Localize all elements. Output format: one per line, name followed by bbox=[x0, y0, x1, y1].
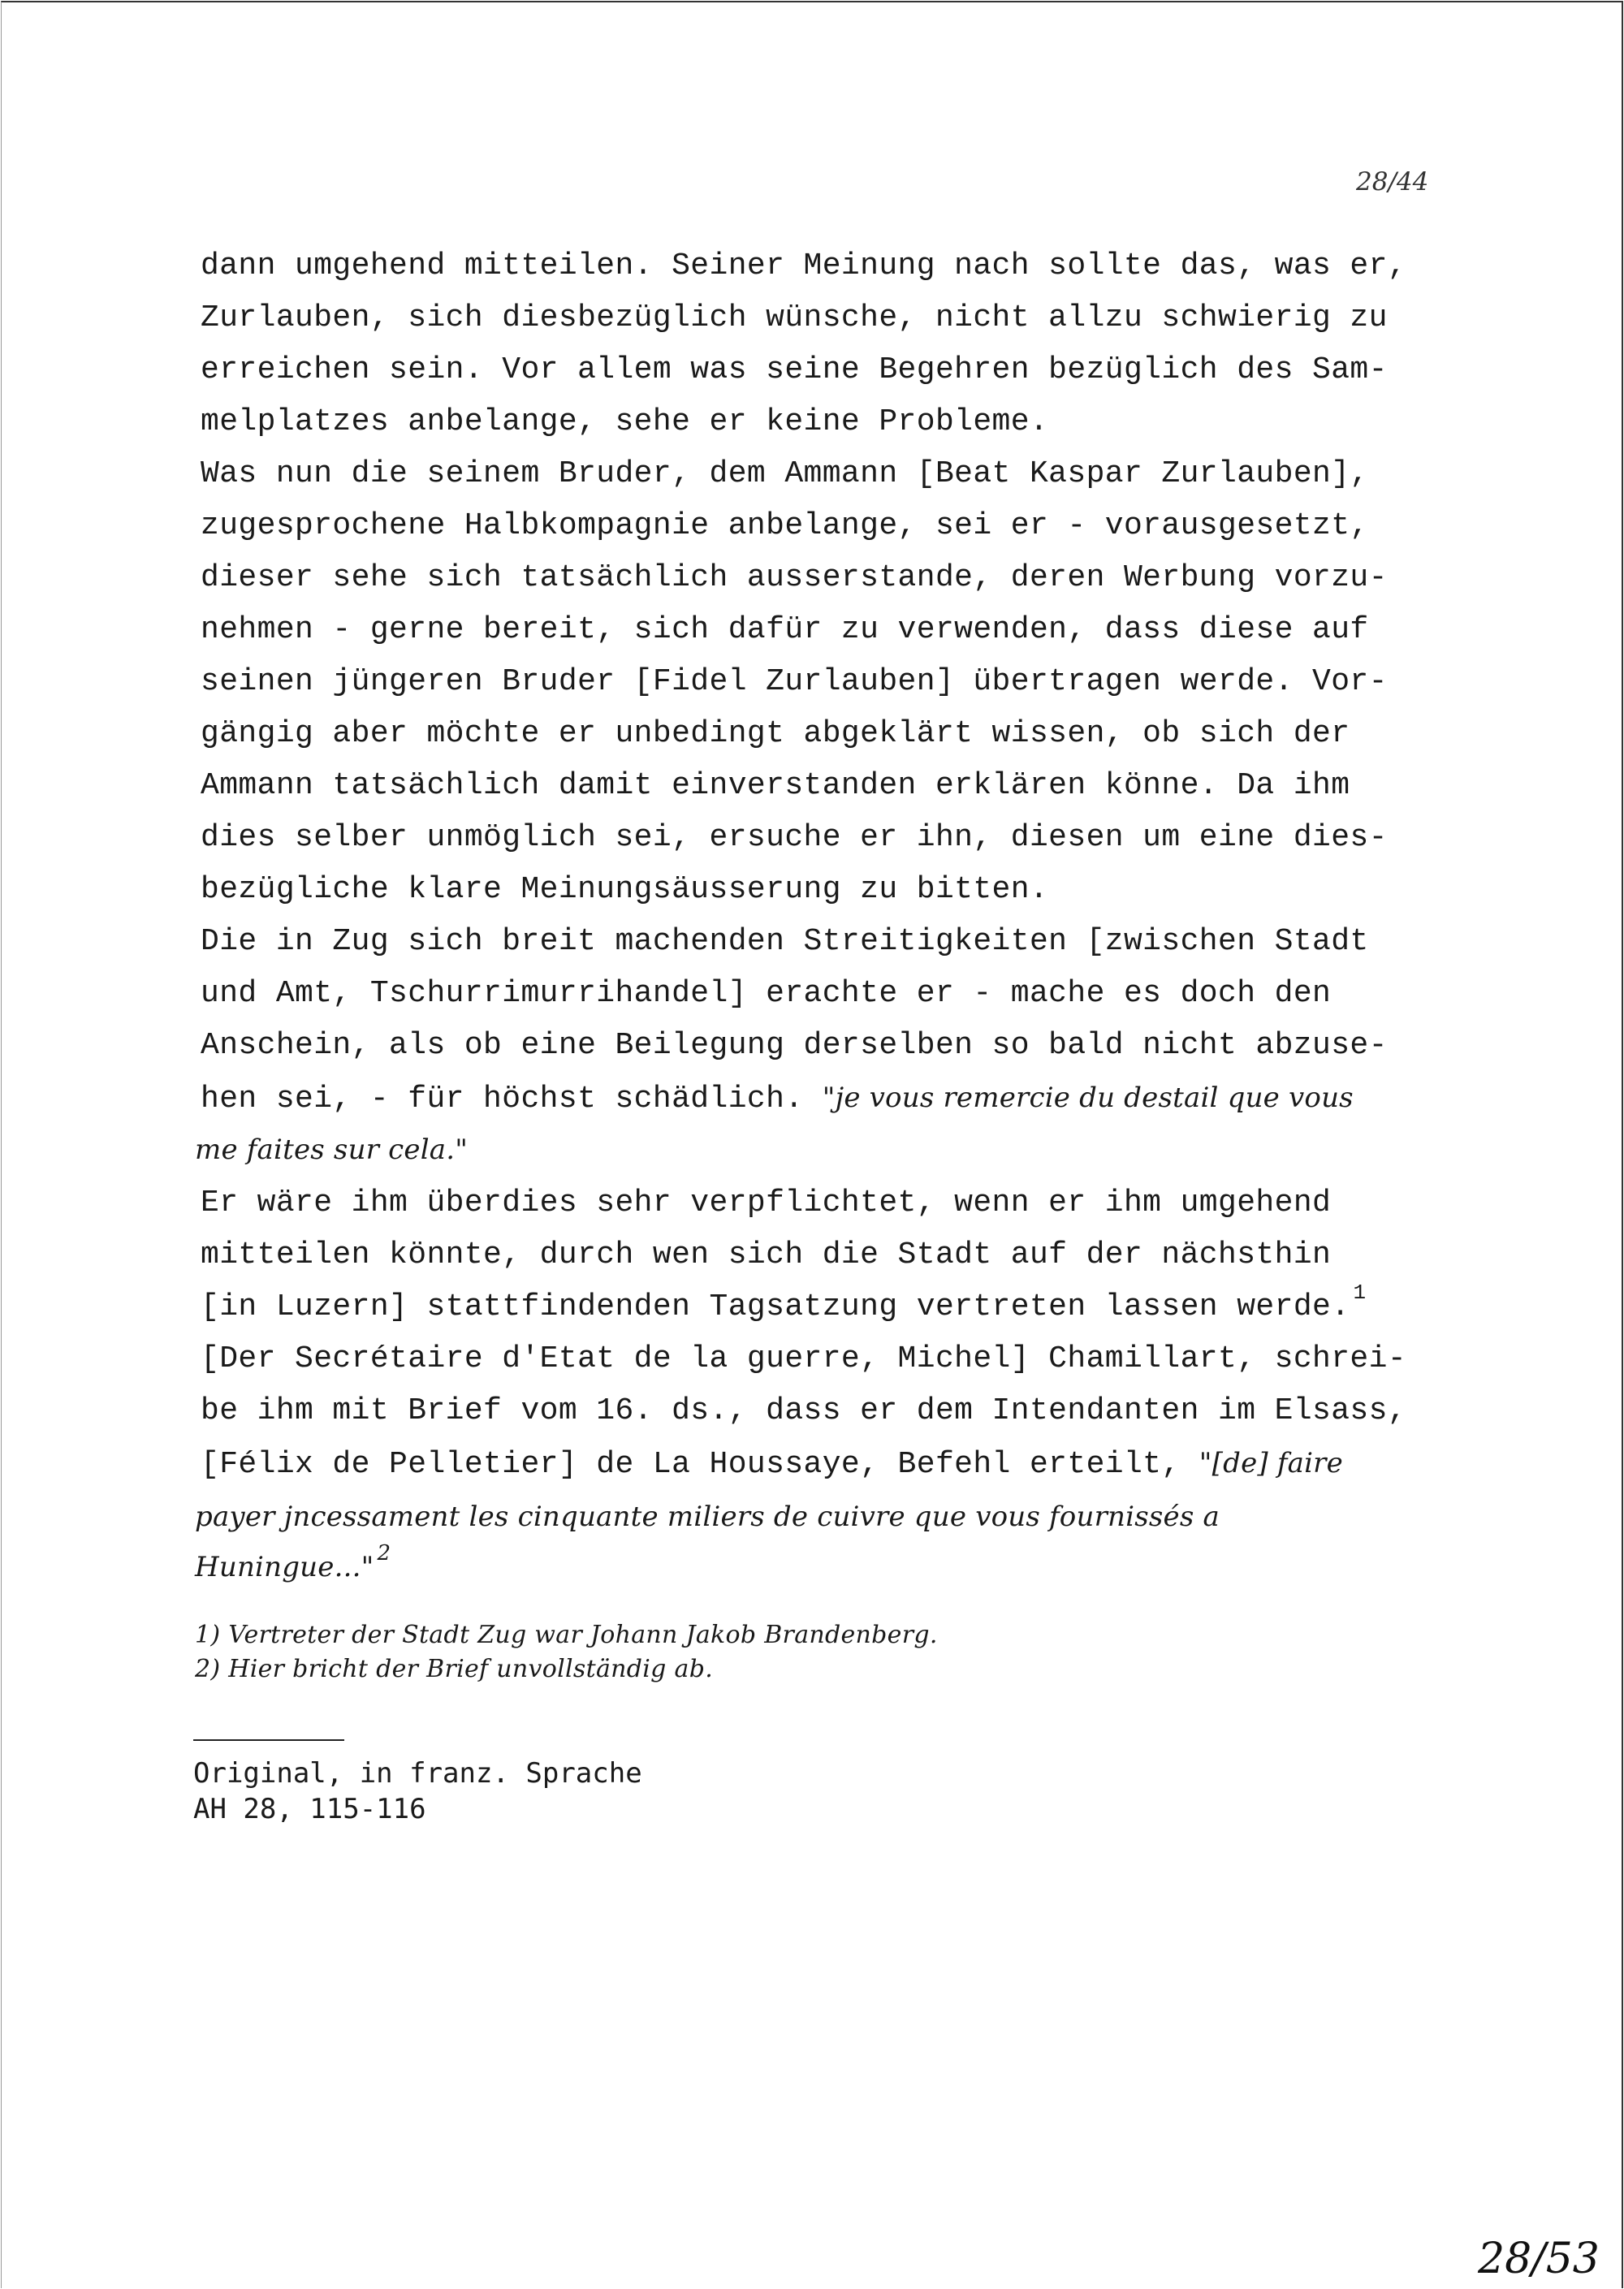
source-reference: AH 28, 115-116 bbox=[193, 1793, 426, 1825]
french-quote: payer jncessament les cinquante miliers de cuivre que vous fournissés a bbox=[195, 1501, 1220, 1533]
body-text: hen sei, - für höchst schädlich. bbox=[201, 1082, 823, 1116]
body-line: gängig aber möchte er unbedingt abgeklärt wissen, ob sich der bbox=[201, 716, 1350, 751]
body-line bbox=[201, 1281, 1367, 1327]
french-quote: me faites sur cela." bbox=[195, 1134, 469, 1166]
body-line: Ammann tatsächlich damit einverstanden erklären könne. Da ihm bbox=[201, 768, 1350, 803]
body-line: [Der Secrétaire d'Etat de la guerre, Michel] Chamillart, schrei- bbox=[201, 1341, 1407, 1376]
body-line: melplatzes anbelange, sehe er keine Probleme. bbox=[201, 404, 1049, 439]
body-line: bezügliche klare Meinungsäusserung zu bitten. bbox=[201, 872, 1049, 907]
footnote: 1) Vertreter der Stadt Zug war Johann Jakob Brandenberg. bbox=[195, 1621, 938, 1649]
body-line: Er wäre ihm überdies sehr verpflichtet, wenn er ihm umgehend bbox=[201, 1186, 1332, 1220]
body-text: [Félix de Pelletier] de La Houssaye, Befehl erteilt, bbox=[201, 1447, 1199, 1482]
body-line: und Amt, Tschurrimurrihandel] erachte er - mache es doch den bbox=[201, 976, 1332, 1011]
quote-text: Huningue..." bbox=[195, 1551, 374, 1583]
body-line: be ihm mit Brief vom 16. ds., dass er dem Intendanten im Elsass, bbox=[201, 1393, 1407, 1428]
archive-number: 28/53 bbox=[1478, 2235, 1600, 2283]
body-line: dieser sehe sich tatsächlich ausserstande, deren Werbung vorzu- bbox=[201, 560, 1388, 595]
body-line: seinen jüngeren Bruder [Fidel Zurlauben] übertragen werde. Vor- bbox=[201, 664, 1388, 699]
body-text: [in Luzern] stattfindenden Tagsatzung vertreten lassen werde. bbox=[201, 1289, 1350, 1324]
body-line: erreichen sein. Vor allem was seine Begehren bezüglich des Sam- bbox=[201, 352, 1388, 387]
french-quote: "je vous remercie du destail que vous bbox=[822, 1082, 1354, 1114]
page-number: 28/44 bbox=[1356, 167, 1429, 197]
body-line: Die in Zug sich breit machenden Streitigkeiten [zwischen Stadt bbox=[201, 924, 1369, 959]
body-line: Was nun die seinem Bruder, dem Ammann [Beat Kaspar Zurlauben], bbox=[201, 456, 1369, 491]
body-line: dies selber unmöglich sei, ersuche er ihn, diesen um eine dies- bbox=[201, 820, 1388, 855]
footnote-marker: 1 bbox=[1353, 1281, 1367, 1305]
body-line: Anschein, als ob eine Beilegung derselben so bald nicht abzuse- bbox=[201, 1028, 1388, 1063]
footnote: 2) Hier bricht der Brief unvollständig ab. bbox=[195, 1655, 714, 1683]
body-line: Zurlauben, sich diesbezüglich wünsche, nicht allzu schwierig zu bbox=[201, 300, 1388, 335]
body-line bbox=[201, 1445, 1343, 1483]
body-line: dann umgehend mitteilen. Seiner Meinung nach sollte das, was er, bbox=[201, 248, 1407, 283]
french-quote: "[de] faire bbox=[1199, 1447, 1343, 1479]
divider bbox=[193, 1739, 344, 1741]
footnote-marker: 2 bbox=[377, 1541, 391, 1566]
source-line: Original, in franz. Sprache bbox=[193, 1757, 642, 1790]
body-line: zugesprochene Halbkompagnie anbelange, sei er - vorausgesetzt, bbox=[201, 508, 1369, 543]
body-line: mitteilen könnte, durch wen sich die Stadt auf der nächsthin bbox=[201, 1237, 1332, 1272]
body-line: nehmen - gerne bereit, sich dafür zu verwenden, dass diese auf bbox=[201, 612, 1369, 647]
french-quote bbox=[195, 1541, 391, 1587]
body-line bbox=[201, 1080, 1354, 1117]
